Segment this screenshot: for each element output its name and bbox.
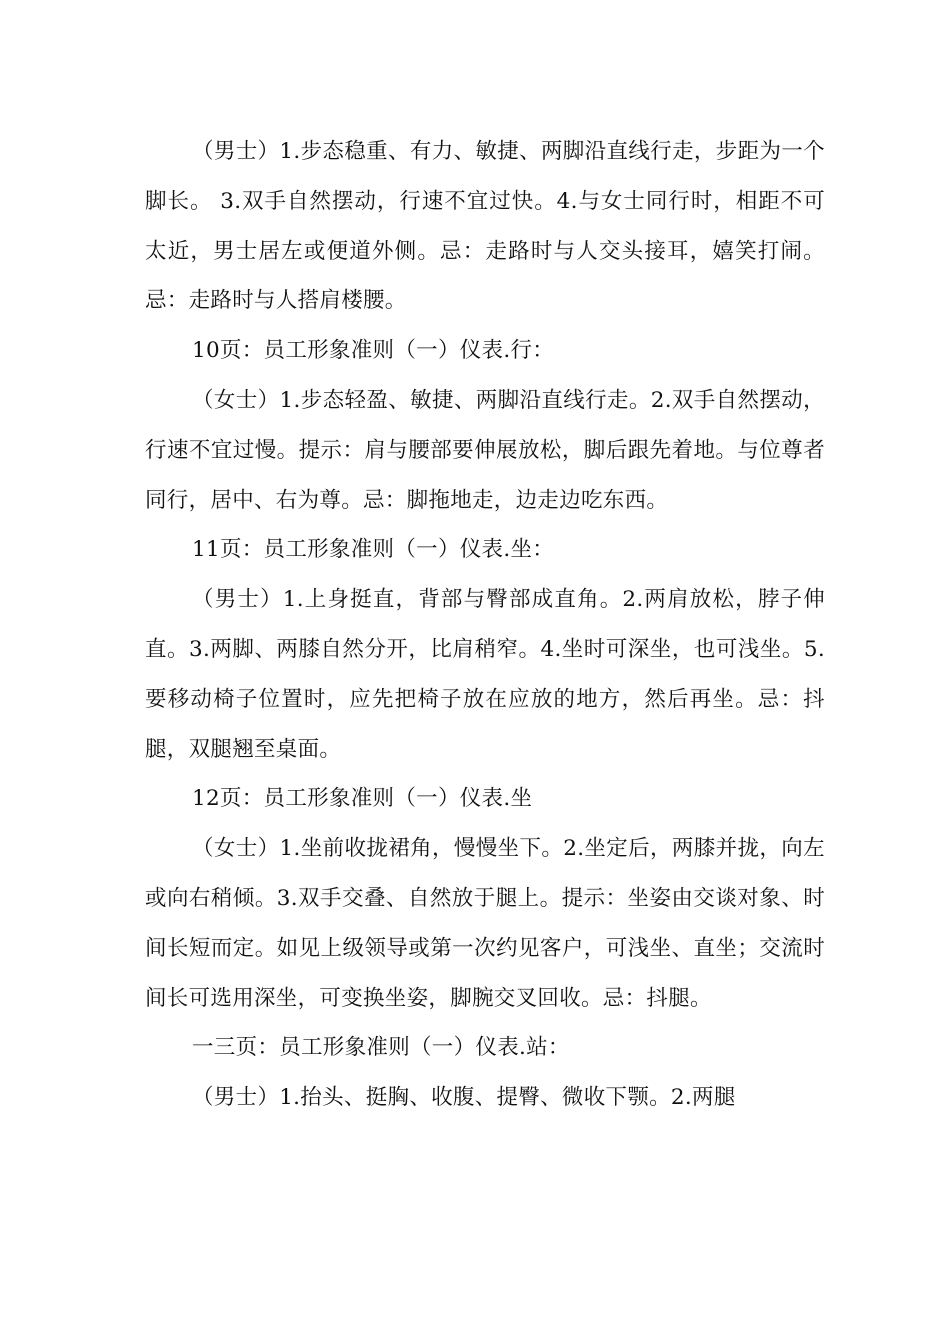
paragraph-men-sitting: （男士）1.上身挺直，背部与臀部成直角。2.两肩放松，脖子伸直。3.两脚、两膝自然分开，比肩稍窄。4.坐时可深坐，也可浅坐。5.要移动椅子位置时，应先把椅子放在应放的地方，然后再坐。忌：抖腿，双腿翘至桌面。 [145,587,825,762]
paragraph-women-sitting: （女士）1.坐前收拢裙角，慢慢坐下。2.坐定后，两膝并拢，向左或向右稍倾。3.双手交叠、自然放于腿上。提示：坐姿由交谈对象、时间长短而定。如见上级领导或第一次约见客户，可浅坐、直坐；交流时间长可选用深坐，可变换坐姿，脚腕交叉回收。忌：抖腿。 [145,836,825,1011]
paragraph-women-walking: （女士）1.步态轻盈、敏捷、两脚沿直线行走。2.双手自然摆动，行速不宜过慢。提示：肩与腰部要伸展放松，脚后跟先着地。与位尊者同行，居中、右为尊。忌：脚拖地走，边走边吃东西。 [145,387,825,513]
document-body [145,127,825,1123]
heading-page-11: 11页：员工形象准则（一）仪表.坐： [192,537,555,563]
paragraph-men-walking: （男士）1.步态稳重、有力、敏捷、两脚沿直线行走，步距为一个脚长。 3.双手自然摆动，行速不宜过快。4.与女士同行时，相距不可太近，男士居左或便道外侧。忌：走路时与人交头接耳，嬉笑打闹。忌：走路时与人搭肩楼腰。 [145,139,825,314]
heading-page-10: 10页：员工形象准则（一）仪表.行： [192,338,555,364]
heading-page-13: 一三页：员工形象准则（一）仪表.站： [192,1035,570,1061]
heading-page-12: 12页：员工形象准则（一）仪表.坐 [192,786,533,812]
paragraph-men-standing: （男士）1.抬头、挺胸、收腹、提臀、微收下颚。2.两腿 [192,1085,736,1111]
